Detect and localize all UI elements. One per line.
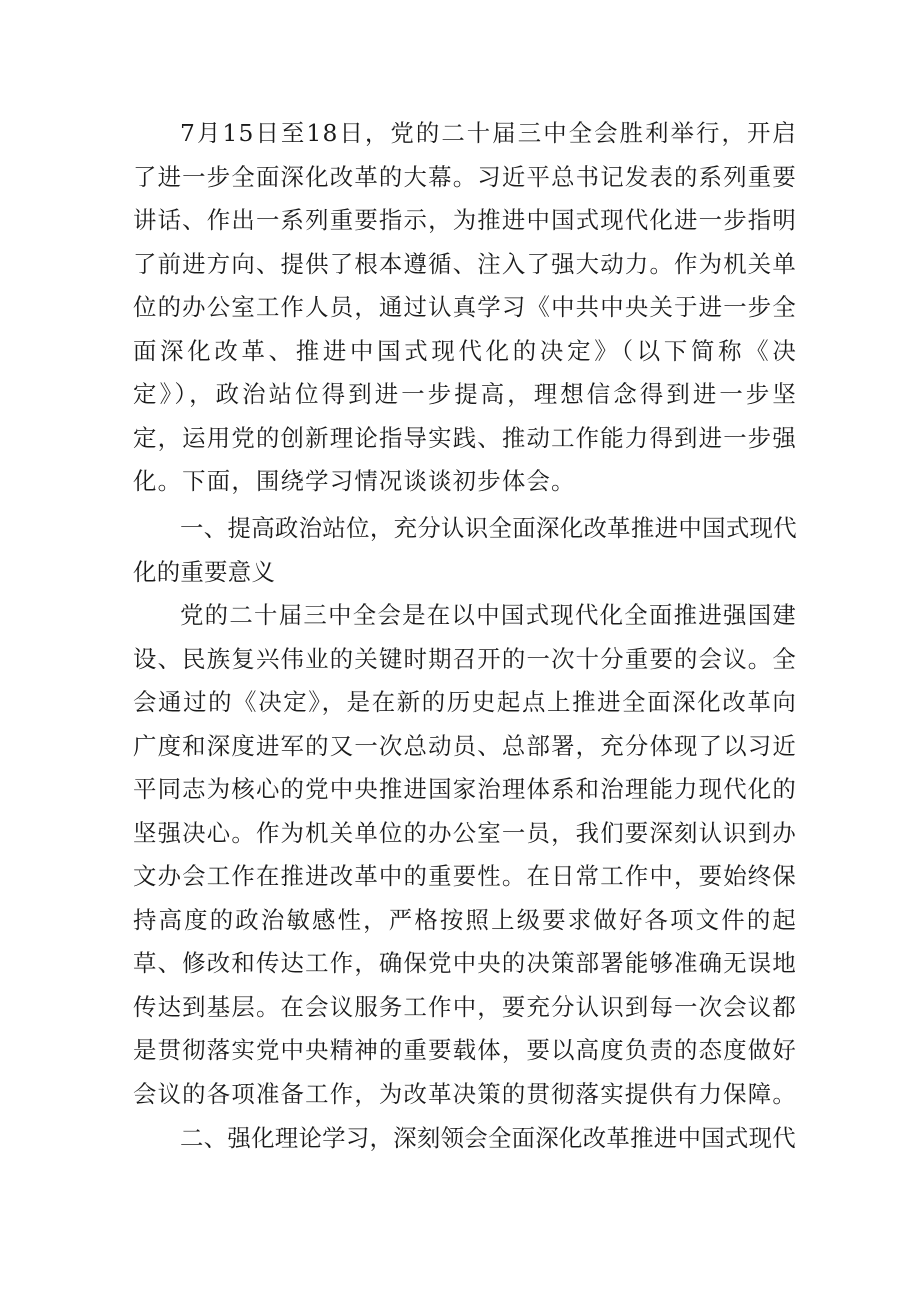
section-1-paragraph: 党的二十届三中全会是在以中国式现代化全面推进强国建设、民族复兴伟业的关键时期召开的一次十分重要的会议。全会通过的《决定》，是在新的历史起点上推进全面深化改革向广度和深度进军的又一次总动员、总部署，充分体现了以习近平同志为核心的党中央推进国家治理体系和治理能力现代化的坚强决心。作为机关单位的办公室一员，我们要深刻认识到办文办会工作在推进改革中的重要性。在日常工作中，要始终保持高度的政治敏感性，严格按照上级要求做好各项文件的起草、修改和传达工作，确保党中央的决策部署能够准确无误地传达到基层。在会议服务工作中，要充分认识到每一次会议都是贯彻落实党中央精神的重要载体，要以高度负责的态度做好会议的各项准备工作，为改革决策的贯彻落实提供有力保障。	[133, 601, 797, 1108]
intro-paragraph: 7月15日至18日，党的二十届三中全会胜利举行，开启了进一步全面深化改革的大幕。习近平总书记发表的系列重要讲话、作出一系列重要指示，为推进中国式现代化进一步指明了前进方向、提供了根本遵循、注入了强大动力。作为机关单位的办公室工作人员，通过认真学习《中共中央关于进一步全面深化改革、推进中国式现代化的决定》（以下简称《决定》），政治站位得到进一步提高，理想信念得到进一步坚定，运用党的创新理论指导实践、推动工作能力得到进一步强化。下面，围绕学习情况谈谈初步体会。	[133, 119, 797, 495]
section-heading-2: 二、强化理论学习，深刻领会全面深化改革推进中国式现代	[180, 1124, 796, 1152]
section-heading-1: 一、提高政治站位，充分认识全面深化改革推进中国式现代化的重要意义	[133, 514, 797, 586]
